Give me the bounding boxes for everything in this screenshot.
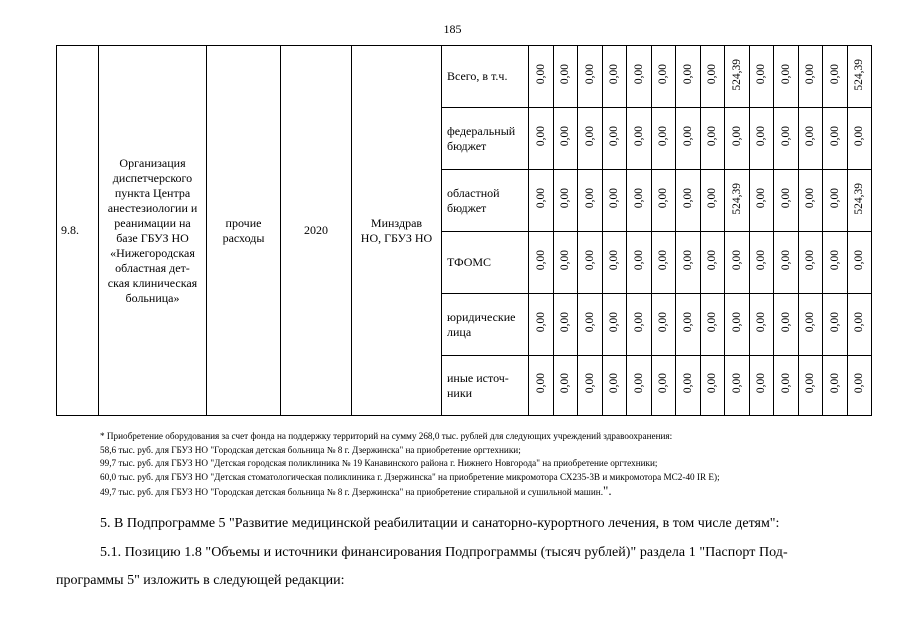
amount-value: 524,39 xyxy=(853,58,866,91)
amount-value: 0,00 xyxy=(706,312,719,333)
funding-source-label: ТФОМС xyxy=(447,255,492,269)
value-cell xyxy=(700,294,725,356)
event-name-line: областная дет- xyxy=(115,260,190,275)
amount-value: 0,00 xyxy=(657,250,670,271)
amount-value: 0,00 xyxy=(632,64,645,85)
amount-value: 0,00 xyxy=(706,126,719,147)
value-cell xyxy=(847,294,872,356)
amount-value: 0,00 xyxy=(657,188,670,209)
amount-value: 0,00 xyxy=(853,126,866,147)
footnote-line: 60,0 тыс. руб. для ГБУЗ НО "Детская стоматологическая поликлиника г. Дзержинска" на приобретение микромотора СХ235-3В и микромотора МС2-40 IR E); xyxy=(100,471,720,482)
amount-value: 0,00 xyxy=(608,188,621,209)
amount-value: 0,00 xyxy=(730,373,743,394)
value-cell xyxy=(578,294,603,356)
amount-value: 0,00 xyxy=(608,312,621,333)
amount-value: 0,00 xyxy=(828,250,841,271)
value-cell xyxy=(725,232,750,294)
event-name-line: реанимации на xyxy=(114,215,191,230)
value-cell xyxy=(700,46,725,108)
footnote-text: 49,7 тыс. руб. для ГБУЗ НО "Городская детская больница № 8 г. Дзержинска" на приобретение стиральной и сушильной машин. xyxy=(100,487,604,497)
value-cell xyxy=(725,108,750,170)
funding-source-cell xyxy=(442,356,529,416)
amount-value: 0,00 xyxy=(779,250,792,271)
amount-value: 0,00 xyxy=(681,64,694,85)
value-cell xyxy=(847,356,872,416)
amount-value: 0,00 xyxy=(804,312,817,333)
value-cell xyxy=(798,232,823,294)
event-name-line: «Нижегородская xyxy=(110,245,195,260)
value-cell xyxy=(529,232,554,294)
amount-value: 0,00 xyxy=(534,250,547,271)
value-cell xyxy=(798,46,823,108)
value-cell xyxy=(823,108,848,170)
amount-value: 0,00 xyxy=(804,250,817,271)
amount-value: 0,00 xyxy=(632,188,645,209)
amount-value: 0,00 xyxy=(755,312,768,333)
funding-source-cell xyxy=(442,170,529,232)
value-cell xyxy=(651,170,676,232)
amount-value: 0,00 xyxy=(681,312,694,333)
value-cell xyxy=(627,46,652,108)
value-cell xyxy=(578,232,603,294)
value-cell xyxy=(823,232,848,294)
amount-value: 0,00 xyxy=(828,64,841,85)
value-cell xyxy=(578,46,603,108)
funding-source-label: бюджет xyxy=(447,138,487,153)
amount-value: 0,00 xyxy=(755,188,768,209)
footnote-line xyxy=(100,484,860,500)
value-cell xyxy=(700,108,725,170)
amount-value: 0,00 xyxy=(657,126,670,147)
expense-type-line: прочие xyxy=(225,215,262,230)
amount-value: 0,00 xyxy=(755,64,768,85)
value-cell xyxy=(676,108,701,170)
amount-value: 0,00 xyxy=(681,250,694,271)
value-cell xyxy=(529,294,554,356)
value-cell xyxy=(602,294,627,356)
amount-value: 0,00 xyxy=(755,373,768,394)
footnote-line: 58,6 тыс. руб. для ГБУЗ НО "Городская детская больница № 8 г. Дзержинска" на приобретение оргтехники; xyxy=(100,444,521,455)
value-cell xyxy=(749,294,774,356)
amount-value: 0,00 xyxy=(657,64,670,85)
value-cell xyxy=(578,170,603,232)
row-number-cell xyxy=(57,46,99,416)
amount-value: 0,00 xyxy=(608,373,621,394)
amount-value: 0,00 xyxy=(657,373,670,394)
value-cell xyxy=(553,294,578,356)
value-cell xyxy=(651,46,676,108)
value-cell xyxy=(602,108,627,170)
amount-value: 0,00 xyxy=(779,64,792,85)
amount-value: 0,00 xyxy=(559,250,572,271)
amount-value: 0,00 xyxy=(706,373,719,394)
amount-value: 0,00 xyxy=(534,64,547,85)
amount-value: 0,00 xyxy=(706,64,719,85)
amount-value: 0,00 xyxy=(632,312,645,333)
value-cell xyxy=(676,356,701,416)
amount-value: 0,00 xyxy=(583,188,596,209)
table-row xyxy=(57,46,872,108)
amount-value: 0,00 xyxy=(583,312,596,333)
value-cell xyxy=(774,108,799,170)
value-cell xyxy=(725,170,750,232)
value-cell xyxy=(627,356,652,416)
value-cell xyxy=(700,356,725,416)
value-cell xyxy=(823,46,848,108)
value-cell xyxy=(529,170,554,232)
amount-value: 0,00 xyxy=(534,188,547,209)
funding-source-label: ники xyxy=(447,385,473,400)
value-cell xyxy=(529,108,554,170)
amount-value: 0,00 xyxy=(534,312,547,333)
amount-value: 0,00 xyxy=(559,373,572,394)
amount-value: 0,00 xyxy=(559,188,572,209)
row-number: 9.8. xyxy=(61,223,79,237)
value-cell xyxy=(774,232,799,294)
funding-source-label: юридические xyxy=(447,309,516,324)
expense-type-cell xyxy=(207,46,281,416)
value-cell xyxy=(529,356,554,416)
event-name-line: Организация xyxy=(119,155,186,170)
value-cell xyxy=(602,356,627,416)
amount-value: 0,00 xyxy=(730,312,743,333)
value-cell xyxy=(651,356,676,416)
funding-source-label: Всего, в т.ч. xyxy=(447,69,508,83)
amount-value: 0,00 xyxy=(804,64,817,85)
value-cell xyxy=(627,232,652,294)
amount-value: 0,00 xyxy=(730,250,743,271)
value-cell xyxy=(529,46,554,108)
value-cell xyxy=(553,356,578,416)
amount-value: 0,00 xyxy=(828,373,841,394)
funding-source-label: федеральный xyxy=(447,123,516,138)
amount-value: 0,00 xyxy=(804,373,817,394)
amount-value: 0,00 xyxy=(583,126,596,147)
paragraph-subprogram-5: 5. В Подпрограмме 5 "Развитие медицинской реабилитации и санаторно-курортного лечения, в том числе детям": xyxy=(100,516,780,531)
financing-table xyxy=(56,45,872,416)
value-cell xyxy=(578,108,603,170)
page-number: 185 xyxy=(443,22,462,36)
value-cell xyxy=(749,232,774,294)
amount-value: 0,00 xyxy=(828,126,841,147)
value-cell xyxy=(725,46,750,108)
funding-source-label: областной xyxy=(447,185,500,200)
amount-value: 0,00 xyxy=(559,312,572,333)
value-cell xyxy=(602,46,627,108)
value-cell xyxy=(774,170,799,232)
value-cell xyxy=(823,170,848,232)
paragraph-5-1: 5.1. Позицию 1.8 "Объемы и источники финансирования Подпрограммы (тысяч рублей)" раздела 1 "Паспорт Под- xyxy=(100,545,788,560)
value-cell xyxy=(651,294,676,356)
amount-value: 524,39 xyxy=(853,182,866,215)
amount-value: 0,00 xyxy=(632,126,645,147)
amount-value: 0,00 xyxy=(853,250,866,271)
amount-value: 0,00 xyxy=(681,188,694,209)
footnote-line: * Приобретение оборудования за счет фонда на поддержку территорий на сумму 268,0 тыс. рублей для следующих учреждений здравоохранения: xyxy=(100,431,673,441)
amount-value: 0,00 xyxy=(559,64,572,85)
amount-value: 0,00 xyxy=(804,126,817,147)
value-cell xyxy=(847,108,872,170)
value-cell xyxy=(823,294,848,356)
value-cell xyxy=(627,108,652,170)
value-cell xyxy=(798,108,823,170)
value-cell xyxy=(798,356,823,416)
value-cell xyxy=(823,356,848,416)
funding-source-cell xyxy=(442,294,529,356)
amount-value: 0,00 xyxy=(730,126,743,147)
value-cell xyxy=(700,170,725,232)
amount-value: 0,00 xyxy=(828,188,841,209)
value-cell xyxy=(553,170,578,232)
funding-source-cell xyxy=(442,232,529,294)
funding-source-cell xyxy=(442,46,529,108)
amount-value: 0,00 xyxy=(779,126,792,147)
amount-value: 0,00 xyxy=(608,64,621,85)
value-cell xyxy=(774,294,799,356)
value-cell xyxy=(847,170,872,232)
amount-value: 0,00 xyxy=(632,373,645,394)
amount-value: 0,00 xyxy=(583,250,596,271)
value-cell xyxy=(553,232,578,294)
funding-source-label: бюджет xyxy=(447,200,487,215)
value-cell xyxy=(627,170,652,232)
value-cell xyxy=(676,46,701,108)
value-cell xyxy=(749,356,774,416)
closing-quote-mark: ". xyxy=(603,483,612,498)
value-cell xyxy=(627,294,652,356)
value-cell xyxy=(749,170,774,232)
paragraph-5-1-continued: программы 5" изложить в следующей редакции: xyxy=(56,573,345,588)
amount-value: 0,00 xyxy=(534,126,547,147)
amount-value: 0,00 xyxy=(681,373,694,394)
value-cell xyxy=(676,294,701,356)
value-cell xyxy=(798,294,823,356)
amount-value: 0,00 xyxy=(779,373,792,394)
amount-value: 0,00 xyxy=(608,250,621,271)
amount-value: 0,00 xyxy=(828,312,841,333)
executor-line: НО, ГБУЗ НО xyxy=(360,230,433,245)
footnote-line: 99,7 тыс. руб. для ГБУЗ НО "Детская городская поликлиника № 19 Канавинского района г. Нижнего Новгорода" на приобретение оргтехники; xyxy=(100,458,658,468)
event-name-line: анестезиологии и xyxy=(107,200,198,215)
value-cell xyxy=(676,232,701,294)
event-name-line: больница» xyxy=(125,290,180,305)
value-cell xyxy=(847,46,872,108)
amount-value: 0,00 xyxy=(657,312,670,333)
event-name-line: диспетчерского xyxy=(112,170,193,185)
funding-source-cell xyxy=(442,108,529,170)
footnote xyxy=(100,430,860,500)
event-name-line: пункта Центра xyxy=(114,185,191,200)
value-cell xyxy=(553,108,578,170)
amount-value: 0,00 xyxy=(779,188,792,209)
amount-value: 0,00 xyxy=(583,64,596,85)
year-cell xyxy=(281,46,352,416)
value-cell xyxy=(725,294,750,356)
event-name-cell xyxy=(99,46,207,416)
amount-value: 0,00 xyxy=(608,126,621,147)
amount-value: 0,00 xyxy=(755,250,768,271)
amount-value: 0,00 xyxy=(632,250,645,271)
amount-value: 0,00 xyxy=(779,312,792,333)
funding-source-label: лица xyxy=(447,324,472,339)
value-cell xyxy=(700,232,725,294)
amount-value: 0,00 xyxy=(706,250,719,271)
value-cell xyxy=(651,232,676,294)
value-cell xyxy=(749,108,774,170)
amount-value: 0,00 xyxy=(583,373,596,394)
amount-value: 0,00 xyxy=(681,126,694,147)
value-cell xyxy=(578,356,603,416)
value-cell xyxy=(774,356,799,416)
event-name-line: базе ГБУЗ НО xyxy=(116,230,189,245)
value-cell xyxy=(676,170,701,232)
amount-value: 0,00 xyxy=(853,312,866,333)
amount-value: 0,00 xyxy=(804,188,817,209)
amount-value: 0,00 xyxy=(706,188,719,209)
executor-line: Минздрав xyxy=(370,215,423,230)
amount-value: 0,00 xyxy=(559,126,572,147)
value-cell xyxy=(602,170,627,232)
value-cell xyxy=(798,170,823,232)
year: 2020 xyxy=(304,223,328,237)
executor-cell xyxy=(352,46,442,416)
value-cell xyxy=(847,232,872,294)
value-cell xyxy=(725,356,750,416)
amount-value: 524,39 xyxy=(730,58,743,91)
value-cell xyxy=(749,46,774,108)
amount-value: 0,00 xyxy=(534,373,547,394)
amount-value: 0,00 xyxy=(853,373,866,394)
funding-source-label: иные источ- xyxy=(447,370,509,385)
value-cell xyxy=(602,232,627,294)
event-name-line: ская клиническая xyxy=(107,275,198,290)
value-cell xyxy=(774,46,799,108)
value-cell xyxy=(553,46,578,108)
amount-value: 0,00 xyxy=(755,126,768,147)
amount-value: 524,39 xyxy=(730,182,743,215)
value-cell xyxy=(651,108,676,170)
expense-type-line: расходы xyxy=(222,230,265,245)
